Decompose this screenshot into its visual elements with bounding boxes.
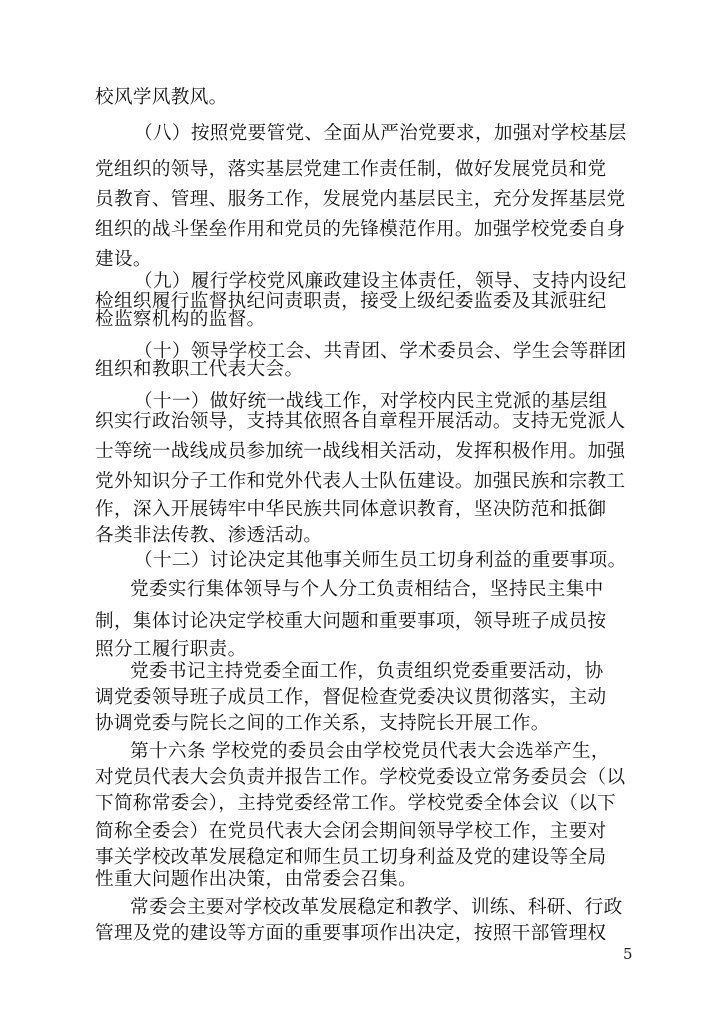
text-line: 党委书记主持党委全面工作，负责组织党委重要活动，协 [130,661,604,682]
text-line: 对党员代表大会负责并报告工作。学校党委设立常务委员会（以 [95,767,626,788]
text-line: 管理及党的建设等方面的重要事项作出决定，按照干部管理权 [95,923,607,944]
text-line: （八）按照党要管党、全面从严治党要求，加强对学校基层 [134,123,627,144]
text-line: 校风学风教风。 [95,87,228,108]
text-line: 制，集体讨论决定学校重大问题和重要事项，领导班子成员按 [95,611,607,632]
text-line: 性重大问题作出决策，由常委会召集。 [95,869,418,890]
text-line: 事关学校改革发展稳定和师生员工切身利益及党的建设等全局 [95,847,607,868]
text-line: 调党委领导班子成员工作，督促检查党委决议贯彻落实，主动 [95,687,607,708]
text-line: 第十六条 学校党的委员会由学校党员代表大会选举产生， [130,741,610,762]
text-line: 党委实行集体领导与个人分工负责相结合，坚持民主集中 [130,579,604,600]
text-line: （十一）做好统一战线工作，对学校内民主党派的基层组 [134,391,608,412]
text-line: （九）履行学校党风廉政建设主体责任，领导、支持内设纪 [134,271,627,292]
text-line: （十二）讨论决定其他事关师生员工切身利益的重要事项。 [134,550,627,571]
text-line: （十）领导学校工会、共青团、学术委员会、学生会等群团 [134,341,627,362]
text-line: 党外知识分子工作和党外代表人士队伍建设。加强民族和宗教工 [95,471,626,492]
text-line: 建设。 [95,249,152,270]
text-line: 简称全委会）在党员代表大会闭会期间领导学校工作，主要对 [95,821,607,842]
text-line: 常委会主要对学校改革发展稳定和教学、训练、科研、行政 [130,897,623,918]
text-line: 照分工履行职责。 [95,639,247,660]
text-line: 员教育、管理、服务工作，发展党内基层民主，充分发挥基层党 [95,189,626,210]
text-line: 协调党委与院长之间的工作关系，支持院长开展工作。 [95,713,550,734]
text-line: 组织的战斗堡垒作用和党员的先锋模范作用。加强学校党委自身 [95,219,626,240]
text-line: 下简称常委会），主持党委经常工作。学校党委全体会议（以下 [95,793,617,814]
text-line: 织实行政治领导，支持其依照各自章程开展活动。支持无党派人 [95,411,626,432]
text-line: 士等统一战线成员参加统一战线相关活动，发挥积极作用。加强 [95,441,626,462]
page-number: 5 [623,945,633,963]
text-line: 各类非法传教、渗透活动。 [95,525,323,546]
text-line: 检组织履行监督执纪问责职责，接受上级纪委监委及其派驻纪 [95,291,607,312]
text-line: 党组织的领导，落实基层党建工作责任制，做好发展党员和党 [95,159,607,180]
text-line: 检监察机构的监督。 [95,309,266,330]
text-line: 作，深入开展铸牢中华民族共同体意识教育，坚决防范和抵御 [95,499,607,520]
text-line: 组织和教职工代表大会。 [95,359,304,380]
